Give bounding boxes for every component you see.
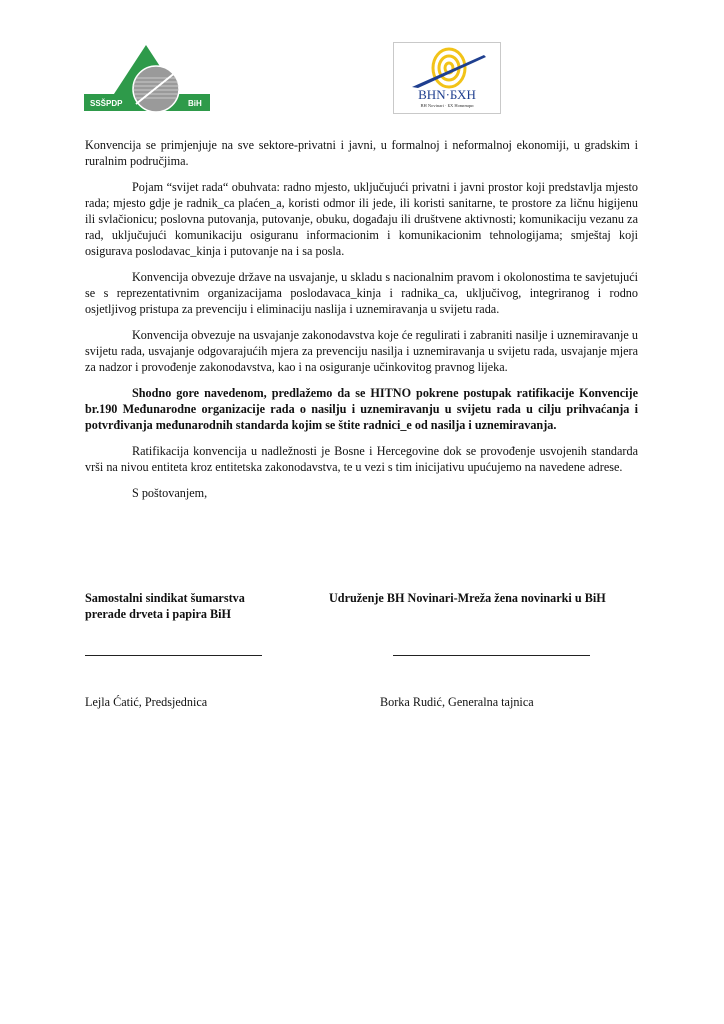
left-org-line1: Samostalni sindikat šumarstva bbox=[85, 591, 245, 605]
sssdpd-logo bbox=[84, 42, 210, 114]
bhn-logo bbox=[393, 42, 501, 114]
paragraph-ratification-request: Shodno gore navedenom, predlažemo da se HITNO pokrene postupak ratifikacije Konvencije br.190 Međunarodne organizacije rada o nasilju i uznemiravanju u svijetu rada u cilju prihvaćanja i potvrđivanja međunarodnih standarda kojim se štite radnici_e od nasilja i uznemiravanja. bbox=[85, 386, 638, 432]
svg-text:BH Novinari · БХ Новинари: BH Novinari · БХ Новинари bbox=[420, 103, 474, 108]
letter-body bbox=[85, 137, 638, 511]
paragraph-legislation: Konvencija obvezuje na usvajanje zakonodavstva koje će regulirati i zabraniti nasilje i uznemiravanje u svijetu rada, usvajanje odgovarajućih mjera za prevenciju nasilja i uznemiravanja u svijetu rada, usvajanje mjera za nadzor i provođenje zakonodavstva, kao i na osiguranje učinkovitog pravnog lijeka. bbox=[85, 328, 638, 374]
right-org-line1: Udruženje BH Novinari-Mreža žena novinarki u BiH bbox=[329, 591, 606, 605]
paragraph-competence: Ratifikacija konvencija u nadležnosti je Bosne i Hercegovine dok se provođenje usvojenih standarda vrši na nivou entiteta kroz entitetska zakonodavstva, te u vezi s tim inicijativu upućujemo na navedene adrese. bbox=[85, 444, 638, 474]
svg-text:SSŠPDP: SSŠPDP bbox=[90, 99, 123, 108]
tree-saw-icon bbox=[84, 42, 210, 114]
left-org-line2: prerade drveta i papira BiH bbox=[85, 607, 232, 621]
paragraph-state-obligations: Konvencija obvezuje države na usvajanje, u skladu s nacionalnim pravom i okolonostima te savjetujući se s reprezentativnim organizacijama poslodavaca_kinja i radnika_ca, uključivog, integriranog i rodno osjetljivog pristupa za prevenciju i eliminaciju naslija i uznemiravanja u svijetu rada. bbox=[85, 270, 638, 316]
left-signatory-name: Lejla Ćatić, Predsjednica bbox=[85, 695, 208, 709]
svg-text:BHN·БХН: BHN·БХН bbox=[418, 87, 476, 102]
right-signatory-org bbox=[329, 590, 606, 606]
left-signature-line bbox=[85, 655, 262, 656]
svg-text:BiH: BiH bbox=[188, 99, 202, 108]
left-signatory-org bbox=[85, 590, 245, 622]
target-arrow-icon bbox=[394, 43, 500, 113]
right-signatory-name: Borka Rudić, Generalna tajnica bbox=[380, 695, 534, 709]
right-signature-line bbox=[393, 655, 590, 656]
paragraph-world-of-work: Pojam “svijet rada“ obuhvata: radno mjesto, uključujući privatni i javni prostor koji predstavlja mjesto rada; mjesto gdje je radnik_ca plaćen_a, koristi odmor ili jede, ili koristi sanitarne, te prostore za ličnu higijenu ili svlačionicu; poslovna putovanja, putovanje, obuku, događaju ili društvene aktivnosti; komunikaciju vezanu za rad, uključujući komunikaciju osiguranu informacionim i komunikacionim tehnologijama; smještaj koji osigurava poslodavac_kinja i putovanje na i sa posla. bbox=[85, 180, 638, 258]
paragraph-scope: Konvencija se primjenjuje na sve sektore-privatni i javni, u formalnoj i neformalnoj ekonomiji, u gradskim i ruralnim područjima. bbox=[85, 138, 638, 168]
closing-salutation: S poštovanjem, bbox=[132, 486, 208, 500]
